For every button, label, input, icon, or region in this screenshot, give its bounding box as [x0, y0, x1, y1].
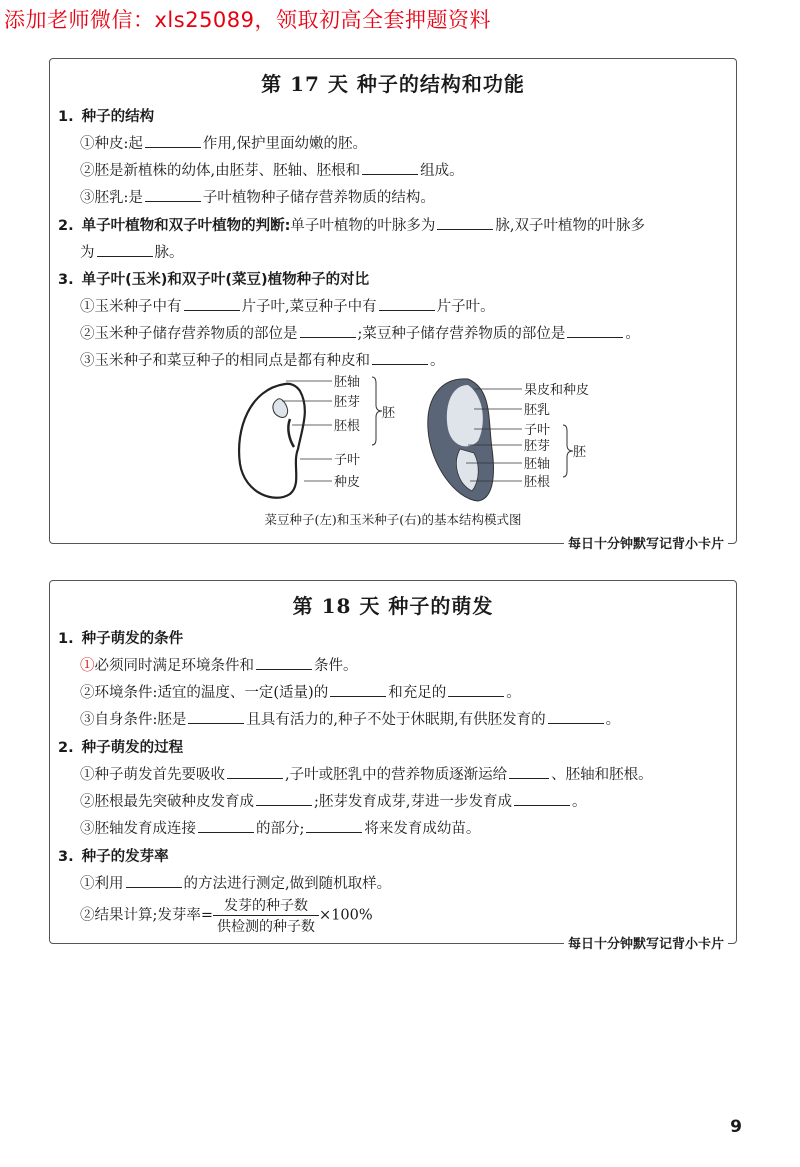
fraction: $\frac{\text{发芽的种子数}}{\text{供检测的种子数}}$ [213, 895, 319, 936]
text-line: ②胚根最先突破种皮发育成 ;胚芽发育成芽,芽进一步发育成 。 [80, 794, 587, 810]
card-day-18 [49, 580, 737, 952]
corn-label: 胚芽 [524, 439, 551, 454]
section-heading: 1. 种子萌发的条件 [58, 631, 184, 647]
bean-label: 胚根 [334, 419, 361, 434]
section-heading: 2. 单子叶植物和双子叶植物的判断:单子叶植物的叶脉多为 脉,双子叶植物的叶脉多 [58, 218, 646, 234]
seed-structure-figure [230, 369, 590, 529]
corn-label: 胚根 [524, 475, 551, 490]
section-heading: 3. 种子的发芽率 [58, 849, 169, 865]
text-line: ③自身条件:胚是 且具有活力的,种子不处于休眠期,有供胚发育的 。 [80, 712, 621, 728]
text-line: ①种子萌发首先要吸收 ,子叶或胚乳中的营养物质逐渐运给 、胚轴和胚根。 [80, 767, 653, 783]
corn-label: 胚乳 [524, 403, 551, 418]
card-title: 第 18 天 种子的萌发 [292, 594, 494, 618]
bean-label: 胚芽 [334, 395, 361, 410]
text-line: 为 脉。 [80, 245, 184, 261]
text-line: ①玉米种子中有 片子叶,菜豆种子中有 片子叶。 [80, 299, 495, 315]
card-footer: 每日十分钟默写记背小卡片 [564, 533, 728, 552]
section-heading: 3. 单子叶(玉米)和双子叶(菜豆)植物种子的对比 [58, 272, 370, 288]
text-line: ③胚轴发育成连接 的部分; 将来发育成幼苗。 [80, 821, 481, 837]
text-line: ③玉米种子和菜豆种子的相同点是都有种皮和 。 [80, 353, 445, 369]
text-line: ①必须同时满足环境条件和 条件。 [80, 658, 358, 674]
corn-label: 子叶 [524, 423, 551, 438]
text-line: ②环境条件:适宜的温度、一定(适量)的 和充足的 。 [80, 685, 521, 701]
text-line: ②玉米种子储存营养物质的部位是 ;菜豆种子储存营养物质的部位是 。 [80, 326, 640, 342]
bean-group-label: 胚 [382, 406, 396, 421]
text-line: ②胚是新植株的幼体,由胚芽、胚轴、胚根和 组成。 [80, 163, 464, 179]
corn-label: 果皮和种皮 [524, 383, 590, 398]
section-heading: 1. 种子的结构 [58, 109, 155, 125]
watermark: 添加老师微信：xls25089，领取初高全套押题资料 [4, 8, 492, 32]
text-line: ①利用 的方法进行测定,做到随机取样。 [80, 876, 392, 892]
card-title: 第 17 天 种子的结构和功能 [261, 72, 525, 96]
corn-group-label: 胚 [573, 445, 587, 460]
bean-label: 种皮 [334, 475, 361, 490]
page-number: 9 [730, 1117, 742, 1137]
figure-caption: 菜豆种子(左)和玉米种子(右)的基本结构模式图 [264, 512, 522, 527]
bean-label: 子叶 [334, 453, 361, 468]
text-line: ①种皮:起 作用,保护里面幼嫩的胚。 [80, 136, 367, 152]
card-day-17 [49, 58, 737, 552]
corn-label: 胚轴 [524, 457, 551, 472]
section-heading: 2. 种子萌发的过程 [58, 740, 184, 756]
card-footer: 每日十分钟默写记背小卡片 [564, 933, 728, 952]
text-line: ③胚乳:是 子叶植物种子储存营养物质的结构。 [80, 190, 435, 206]
bean-label: 胚轴 [334, 375, 361, 390]
formula-line: ②结果计算;发芽率= $\frac{\text{发芽的种子数}}{\text{供检测的种子数}}$ ×100% [80, 895, 373, 936]
